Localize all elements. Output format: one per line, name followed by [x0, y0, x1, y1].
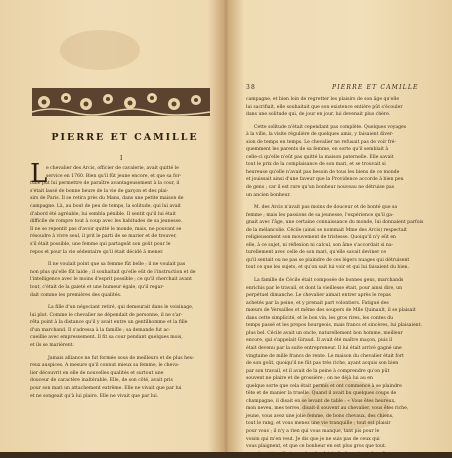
text-line: tout, c'était de la gaieté et une humeur égale, qu'il regar-: [30, 284, 165, 290]
text-line: pour vous ; il n'y a rien qui vous manque, tant pis pour le: [246, 428, 380, 434]
text-line: elle, à ce sujet, ni réflexion ni calcul, son âme s'accordait si na-: [246, 242, 394, 248]
text-line: celle-ci qu'elle n'eût pas quitté la maison paternelle. Elle savait: [246, 154, 394, 160]
text-line: campagne, et bien loin de regretter les plaisirs de son âge qu'elle: [246, 97, 400, 102]
text-line: mon neveu, mes terres, disait-il souvent au chevalier, vous êtes riche,: [246, 406, 409, 412]
text-line: dait comme les premières des qualités.: [30, 292, 122, 298]
text-line: pour son mari un attachement extrême. Elle ne vivait que par lui: [30, 386, 182, 392]
text-line: turellement avec celle de son mari, qu'elle savait deviner ce: [246, 250, 387, 256]
text-line: temps passé et les propos bourgeois, mais francs et sincères, lui plaisaient.: [246, 323, 422, 329]
text-line: M. des Arcis n'avait pas moins de douceur et de bonté que sa: [254, 205, 398, 211]
text-line: difficile de rompre tout à coup avec les habitudes de sa jeunesse.: [30, 219, 183, 225]
text-line: et ils se marièrent.: [30, 343, 74, 349]
text-line: quemment les parents de sa femme, en sorte qu'il semblait à: [246, 147, 389, 153]
text-line: résoudre à vivre seul, il prit le parti de se marier et de trouver,: [30, 234, 177, 240]
text-line: et jouissait ainsi d'une faveur que la Providence accorde à bien peu: [246, 177, 404, 183]
text-line: tune pût lui permettre de paraître avantageusement à la cour, il: [30, 181, 180, 187]
text-line: tout le rang, et vous menez une vie tranquille ; tout est plaisir: [246, 421, 391, 427]
text-line: douceur de caractère inaltérable. Elle, de son côté, avait pris: [30, 378, 173, 384]
text-line: voisin qui m'en veut. Je dis que je ne suis pas de ceux qui: [246, 436, 380, 442]
text-line: de la mélancolie. Cécile (ainsi se nommait Mme des Arcis) respectait: [246, 227, 407, 233]
text-line: femme ; mais les passions de sa jeunesse, l'expérience qu'il ga-: [246, 212, 394, 218]
text-line: mœurs de Versailles et même des soupers de Mlle Quinault, il se plaisait: [246, 308, 416, 314]
text-line: s'était lassé de bonne heure de la vie de garçon et des plai-: [30, 188, 169, 194]
text-line: tout le prix de la complaisance de son mari, et se trouvait si: [246, 162, 386, 168]
text-line: reux auspices. A mesure qu'il connut mieux sa femme, le cheva-: [30, 363, 180, 369]
chapter-title: PIERRE ET CAMILLE: [51, 132, 199, 143]
text-line: achetés par la peine, et y prenait part volontiers. Fatigué des: [246, 300, 389, 306]
drop-cap: L: [30, 159, 48, 189]
text-line: La fille d'un négociant retiré, qui demeurait dans le voisinage,: [48, 305, 194, 311]
text-line: dans une solitude qui, de jour en jour, lui devenait plus chère.: [246, 112, 391, 118]
text-line: religieusement son mouvement de tristesse. Quoiqu'il n'y eût en: [246, 235, 396, 241]
text-line: jeune, vous avez une jolie femme, de bons chevaux, des chiens,: [246, 413, 394, 419]
text-line: quelque sorte que cela était permis et ont commencé à se plaindre: [246, 383, 402, 389]
text-line: campagne. Là, au bout de peu de temps, la solitude, qui lui avait: [30, 203, 181, 209]
chapter-number: I: [120, 155, 123, 162]
text-line: lui sacrifiait, elle souhaitait que son existence entière pût s'écouler: [246, 104, 403, 110]
left-page: [0, 0, 226, 452]
left-body-text: [30, 165, 210, 400]
text-line: par son travail, et il avait de la peine à comprendre qu'on pût: [246, 368, 390, 374]
text-line: d'un marchand. Il s'adressa à la famille ; sa demande fut ac-: [30, 327, 171, 333]
text-line: sirs de Paris. Il se retira près du Mans, dans une petite maison de: [30, 196, 184, 202]
text-line: sion de temps en temps. Le chevalier ne refusait pas de voir fré-: [246, 139, 397, 145]
text-line: vous plaignent, et que ce bonheur en est plus gros que tout.: [246, 444, 387, 450]
right-page: [228, 0, 452, 457]
text-line: heureuse qu'elle n'avait pas besoin de tous les biens de ce monde: [246, 169, 400, 175]
text-line: était devenu par la suite entrepreneur. Il lui était arrivé gagné une: [246, 345, 402, 351]
text-line: qu'il sentait ou ne pas se plaindre de ces légers nuages qui détruisent: [246, 257, 410, 263]
text-line: e chevalier des Arcis, officier de cavalerie, avait quitté le: [46, 166, 179, 171]
text-line: Cette solitude n'était cependant pas complète. Quelques voyages: [254, 124, 407, 130]
page-number: 38: [246, 84, 257, 91]
text-line: tout ce que les sujets, et qu'on sait lui voir et qui lui faisaient du bien.: [246, 265, 409, 271]
text-line: un ancien bonheur.: [246, 192, 291, 198]
text-line: champagne, il disait en se levant de table : « Vous êtes heureux,: [246, 398, 396, 404]
floral-ornament-headpiece: [32, 88, 210, 116]
text-line: Il ne se repentit pas d'avoir quitté le monde, mais, ne pouvant se: [30, 226, 182, 232]
text-line: s'il était possible, une femme qui partageât son goût pour le: [30, 241, 171, 247]
text-line: vingtaine de mille francs de rente. Le maison du chevalier était fort: [246, 353, 404, 359]
text-line: de gens ; car il est rare qu'un bonheur nouveau ne détruise pas: [246, 185, 395, 191]
text-line: lui plut. Comme le chevalier ne dépendait de personne, il ne s'ar-: [30, 312, 183, 318]
text-line: lier découvrit en elle de nouvelles qualités et surtout une: [30, 370, 164, 376]
running-head-title: PIERRE ET CAMILLE: [332, 84, 419, 91]
text-line: Il ne voulait point que sa femme fût belle ; il ne voulait pas: [48, 262, 186, 268]
text-line: pour le voisin s'il n'en a plus de plaisir. Le bon vieux chevalier »: [246, 451, 395, 457]
text-line: tête et de manier la truelle. Quand il avait bu quelques coups de: [246, 391, 397, 397]
text-line: service en 1760. Bien qu'il fût jeune encore, et que sa for-: [46, 173, 182, 179]
text-line: non plus qu'elle fût laide ; il souhaitait qu'elle eût de l'instruction et de: [30, 269, 196, 275]
text-line: enrichis par le travail, et dont la vieillesse était, pour ainsi dire, un: [246, 285, 403, 291]
text-line: l'intelligence avec le moins d'esprit possible ; ce qu'il cherchait avant: [30, 277, 192, 283]
text-line: et ne songeait qu'à lui plaire. Elle ne vivait que par lui.: [30, 393, 159, 399]
text-line: dans cette simplicité, et le bon vin, les gros rires, les contes du: [246, 315, 394, 321]
text-line: gnait avec l'âge, une certaine connaissance du monde, lui donnaient parfois: [246, 220, 424, 226]
text-line: à la ville, la visite régulière de quelques amis, y faisaient diver-: [246, 132, 394, 138]
text-line: cueillie avec empressement. Il fit sa cour pendant quelques mois,: [30, 335, 183, 341]
text-line: d'abord été agréable, lui sembla pénible. Il sentit qu'il lui était: [30, 211, 176, 217]
text-line: rêta point à la distance qu'il y avait entre un gentilhomme et la fille: [30, 320, 188, 326]
right-body-text: [246, 96, 440, 458]
text-line: de son goût, quoiqu'il ne fût pas très riche, ayant acquis son bien: [246, 361, 399, 367]
text-line: La famille de Cécile était composée de bonnes gens, marchands: [254, 278, 404, 284]
text-line: encore, qui s'appelait Giraud. Il avait été maître maçon, puis il: [246, 338, 393, 344]
text-line: plus bel. Cécile avait un oncle, naturellement bon homme, meilleur: [246, 330, 403, 336]
text-line: souvent ne plaire et de grossière ; on ne déjà lui au en: [246, 376, 373, 382]
text-line: repos et pour la vie sédentaire qu'il était décidé à mener.: [30, 249, 164, 255]
text-line: perpétuel dimanche. Le chevalier aimait entrer après le repas: [246, 293, 391, 299]
text-line: Jamais alliance ne fut formée sous de meilleurs et de plus heu-: [48, 355, 195, 361]
